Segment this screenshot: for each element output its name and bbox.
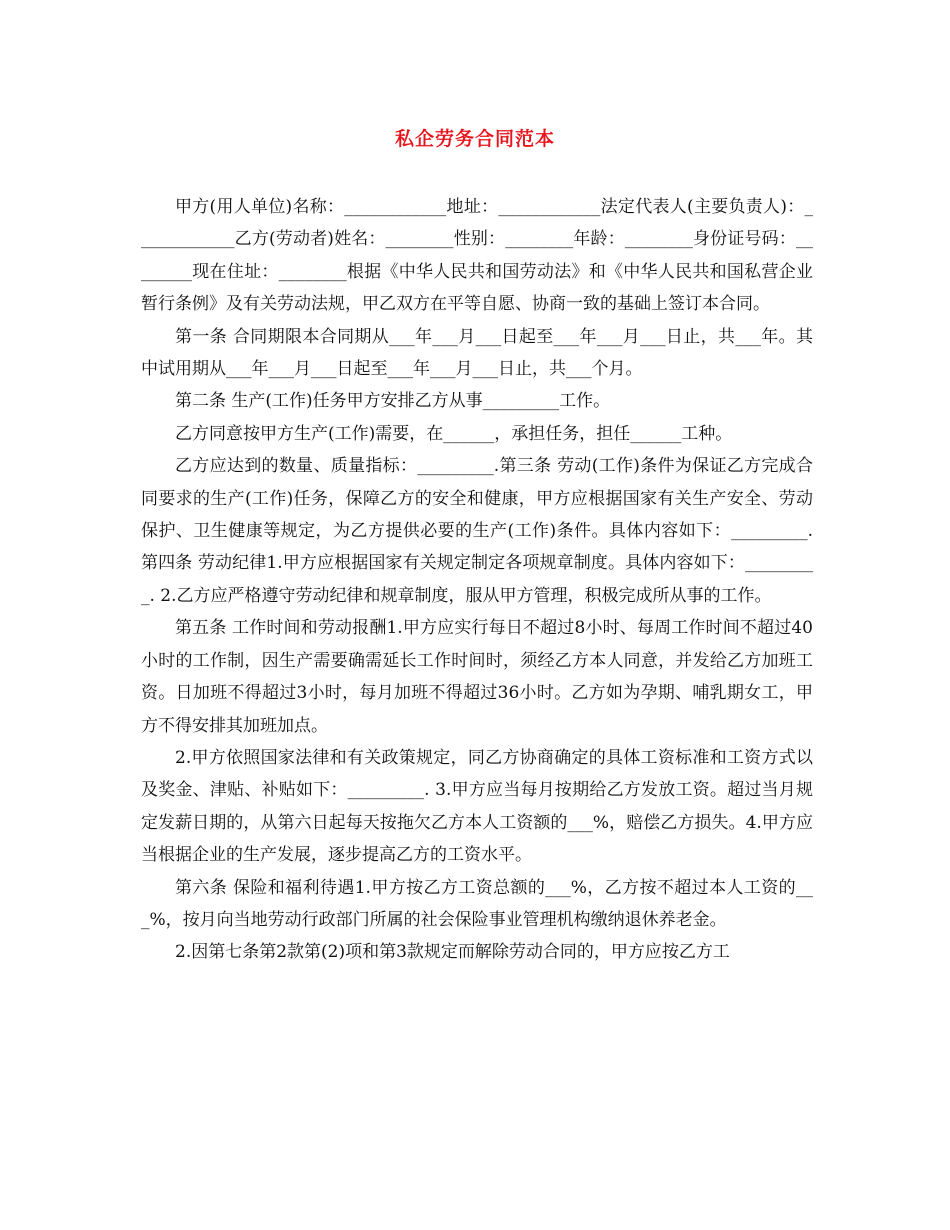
- paragraph-article-6-item-2: 2.因第七条第2款第(2)项和第3款规定而解除劳动合同的，甲方应按乙方工: [175, 942, 730, 963]
- paragraph-article-5-wages: 2.甲方依照国家法律和有关政策规定，同乙方协商确定的具体工资标准和工资方式以及奖金、津贴、补贴如下：_________. 3.甲方应当每月按期给乙方发放工资。超过当月规定发薪日期的，从第六日起每天按拖欠乙方本人工资额的___%，赔偿乙方损失。4.甲方应当根据企业的生产发展，逐步提高乙方的工资水平。: [141, 747, 813, 866]
- paragraph-article-6: 第六条 保险和福利待遇1.甲方按乙方工资总额的___%，乙方按不超过本人工资的___%，按月向当地劳动行政部门所属的社会保险事业管理机构缴纳退休养老金。: [141, 877, 813, 930]
- document-body: [141, 191, 813, 969]
- paragraph-parties: 甲方(用人单位)名称：____________地址：____________法定代表人(主要负责人)：____________乙方(劳动者)姓名：________性别：________年龄：________身份证号码：________现在住址：________根据《中华人民共和国劳动法》和《中华人民共和国私营企业暂行条例》及有关劳动法规，甲乙双方在平等自愿、协商一致的基础上签订本合同。: [141, 197, 813, 315]
- document-title: 私企劳务合同范本: [394, 128, 555, 150]
- paragraph-article-5: 第五条 工作时间和劳动报酬1.甲方应实行每日不超过8小时、每周工作时间不超过40小时的工作制，因生产需要确需延长工作时间时，须经乙方本人同意，并发给乙方加班工资。日加班不得超过3小时，每月加班不得超过36小时。乙方如为孕期、哺乳期女工，甲方不得安排其加班加点。: [141, 618, 813, 736]
- paragraph-article-2-task: 乙方同意按甲方生产(工作)需要，在______，承担任务，担任______工种。: [175, 423, 733, 444]
- paragraph-article-3-4: 乙方应达到的数量、质量指标：_________.第三条 劳动(工作)条件为保证乙方完成合同要求的生产(工作)任务，保障乙方的安全和健康，甲方应根据国家有关生产安全、劳动保护、卫生健康等规定，为乙方提供必要的生产(工作)条件。具体内容如下：_________.第四条 劳动纪律1.甲方应根据国家有关规定制定各项规章制度。具体内容如下：_________. 2.乙方应严格遵守劳动纪律和规章制度，服从甲方管理，积极完成所从事的工作。: [141, 456, 813, 606]
- paragraph-article-2: 第二条 生产(工作)任务甲方安排乙方从事_________工作。: [175, 391, 611, 412]
- paragraph-article-1: 第一条 合同期限本合同期从___年___月___日起至___年___月___日止，共___年。其中试用期从___年___月___日起至___年___月___日止，共___个月。: [141, 326, 813, 380]
